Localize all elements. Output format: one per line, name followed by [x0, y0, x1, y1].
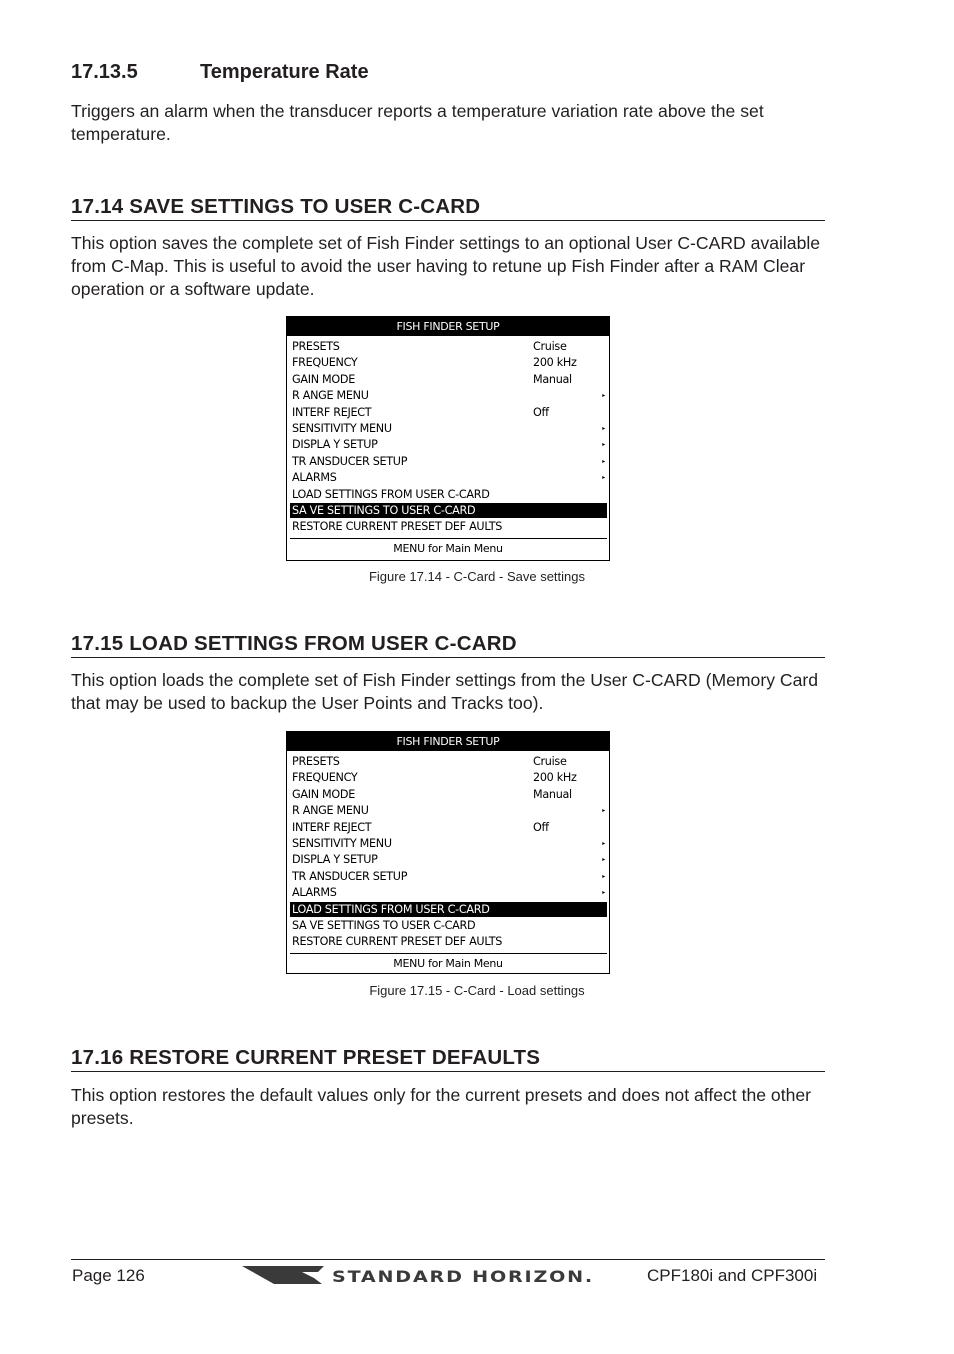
fish-finder-setup-screen-load	[286, 731, 610, 974]
menu-item-label: SENSITIVITY MENU	[292, 422, 392, 435]
menu-item-label: LOAD SETTINGS FROM USER C-CARD	[292, 902, 490, 916]
menu-item[interactable]	[290, 519, 607, 534]
menu-item-label: GAIN MODE	[292, 372, 355, 386]
screen-title: FISH FINDER SETUP	[287, 732, 609, 751]
menu-item-label: RESTORE CURRENT PRESET DEF AULTS	[292, 520, 503, 534]
menu-item-value: 200 kHz	[533, 771, 577, 785]
menu-item-label: TR ANSDUCER SETUP	[292, 454, 408, 468]
model-name: CPF180i and CPF300i	[647, 1266, 818, 1285]
submenu-arrow-icon: ▸	[602, 807, 605, 815]
menu-item[interactable]	[290, 503, 607, 518]
submenu-arrow-icon: ▸	[602, 856, 605, 864]
menu-footer-hint: MENU for Main Menu	[393, 956, 503, 970]
save-settings-paragraph: This option saves the complete set of Fish Finder settings to an optional User C-CARD available from C-Map. This is useful to avoid the user having to retune up Fish Finder after a RAM Clear operation or a software update.	[71, 233, 821, 299]
submenu-arrow-icon: ▸	[602, 457, 605, 465]
menu-item-label: DISPLA Y SETUP	[292, 438, 378, 452]
menu-item[interactable]	[290, 372, 607, 387]
menu-item[interactable]	[290, 852, 607, 867]
menu-item[interactable]	[290, 454, 607, 469]
menu-item-label: ALARMS	[292, 471, 337, 485]
menu-item[interactable]	[290, 902, 607, 917]
fish-finder-setup-screen-save	[286, 316, 610, 561]
submenu-arrow-icon: ▸	[602, 441, 605, 449]
menu-item[interactable]	[290, 487, 607, 502]
menu-item-label: R ANGE MENU	[292, 389, 369, 403]
menu-item-label: RESTORE CURRENT PRESET DEF AULTS	[292, 935, 503, 949]
section-heading-restore-defaults: 17.16 RESTORE CURRENT PRESET DEFAULTS	[71, 1046, 825, 1072]
menu-item-label: DISPLA Y SETUP	[292, 853, 378, 867]
menu-item[interactable]	[290, 405, 607, 420]
menu-item-label: SA VE SETTINGS TO USER C-CARD	[292, 919, 476, 932]
menu-item-value: Off	[533, 405, 549, 419]
restore-defaults-paragraph: This option restores the default values only for the current presets and does not affect the other presets.	[71, 1085, 812, 1128]
menu-item-label: SA VE SETTINGS TO USER C-CARD	[292, 504, 476, 517]
menu-item-label: FREQUENCY	[292, 771, 358, 785]
submenu-arrow-icon: ▸	[602, 425, 605, 432]
menu-item[interactable]	[290, 836, 607, 851]
menu-item-label: GAIN MODE	[292, 787, 355, 801]
menu-item[interactable]	[290, 770, 607, 785]
menu-item-label: FREQUENCY	[292, 356, 358, 370]
menu-item-label: SENSITIVITY MENU	[292, 837, 392, 850]
menu-divider	[290, 538, 607, 539]
menu-divider	[290, 953, 607, 954]
figure-caption-17-14: Figure 17.14 - C-Card - Save settings	[368, 569, 586, 584]
menu-item[interactable]	[290, 339, 607, 354]
menu-item[interactable]	[290, 787, 607, 802]
menu-item[interactable]	[290, 869, 607, 884]
menu-item[interactable]	[290, 388, 607, 403]
figure-caption-17-15: Figure 17.15 - C-Card - Load settings	[369, 983, 585, 998]
standard-horizon-logo	[242, 1262, 597, 1293]
submenu-arrow-icon: ▸	[602, 840, 605, 847]
menu-item-value: Manual	[533, 372, 572, 386]
menu-item-value: Cruise	[533, 755, 567, 768]
menu-item[interactable]	[290, 820, 607, 835]
subsection-heading	[71, 61, 369, 84]
menu-item-label: INTERF REJECT	[292, 820, 372, 834]
menu-item-value: Cruise	[533, 340, 567, 353]
menu-item-label: ALARMS	[292, 886, 337, 900]
menu-item-value: Manual	[533, 787, 572, 801]
subsection-number: 17.13.5	[71, 61, 138, 83]
menu-item-label: PRESETS	[292, 755, 340, 768]
menu-item[interactable]	[290, 803, 607, 818]
brand-wordmark: STANDARD HORIZON.	[332, 1267, 594, 1286]
submenu-arrow-icon: ▸	[602, 474, 605, 482]
menu-item-label: PRESETS	[292, 340, 340, 353]
menu-item[interactable]	[290, 918, 607, 933]
menu-item[interactable]	[290, 437, 607, 452]
menu-item-label: TR ANSDUCER SETUP	[292, 869, 408, 883]
menu-item-value: 200 kHz	[533, 356, 577, 370]
screen-title: FISH FINDER SETUP	[287, 317, 609, 336]
menu-item-label: LOAD SETTINGS FROM USER C-CARD	[292, 487, 490, 501]
submenu-arrow-icon: ▸	[602, 872, 605, 880]
menu-item-label: INTERF REJECT	[292, 405, 372, 419]
subsection-title: Temperature Rate	[200, 61, 369, 83]
section-heading-load-settings: 17.15 LOAD SETTINGS FROM USER C-CARD	[71, 632, 825, 658]
section-heading-save-settings: 17.14 SAVE SETTINGS TO USER C-CARD	[71, 195, 825, 221]
temperature-rate-paragraph: Triggers an alarm when the transducer reports a temperature variation rate above the set temperature.	[71, 101, 764, 144]
menu-item[interactable]	[290, 355, 607, 370]
submenu-arrow-icon: ▸	[602, 392, 605, 400]
menu-item[interactable]	[290, 470, 607, 485]
menu-item[interactable]	[290, 934, 607, 949]
menu-item[interactable]	[290, 754, 607, 769]
menu-item[interactable]	[290, 421, 607, 436]
footer-rule	[71, 1259, 825, 1260]
load-settings-paragraph: This option loads the complete set of Fish Finder settings from the User C-CARD (Memory Card that may be used to backup the User Points and Tracks too).	[71, 670, 819, 713]
menu-item-value: Off	[533, 820, 549, 834]
menu-footer-hint: MENU for Main Menu	[393, 541, 503, 555]
menu-item-label: R ANGE MENU	[292, 804, 369, 818]
menu-item[interactable]	[290, 885, 607, 900]
page-number: Page 126	[72, 1266, 145, 1285]
submenu-arrow-icon: ▸	[602, 889, 605, 897]
